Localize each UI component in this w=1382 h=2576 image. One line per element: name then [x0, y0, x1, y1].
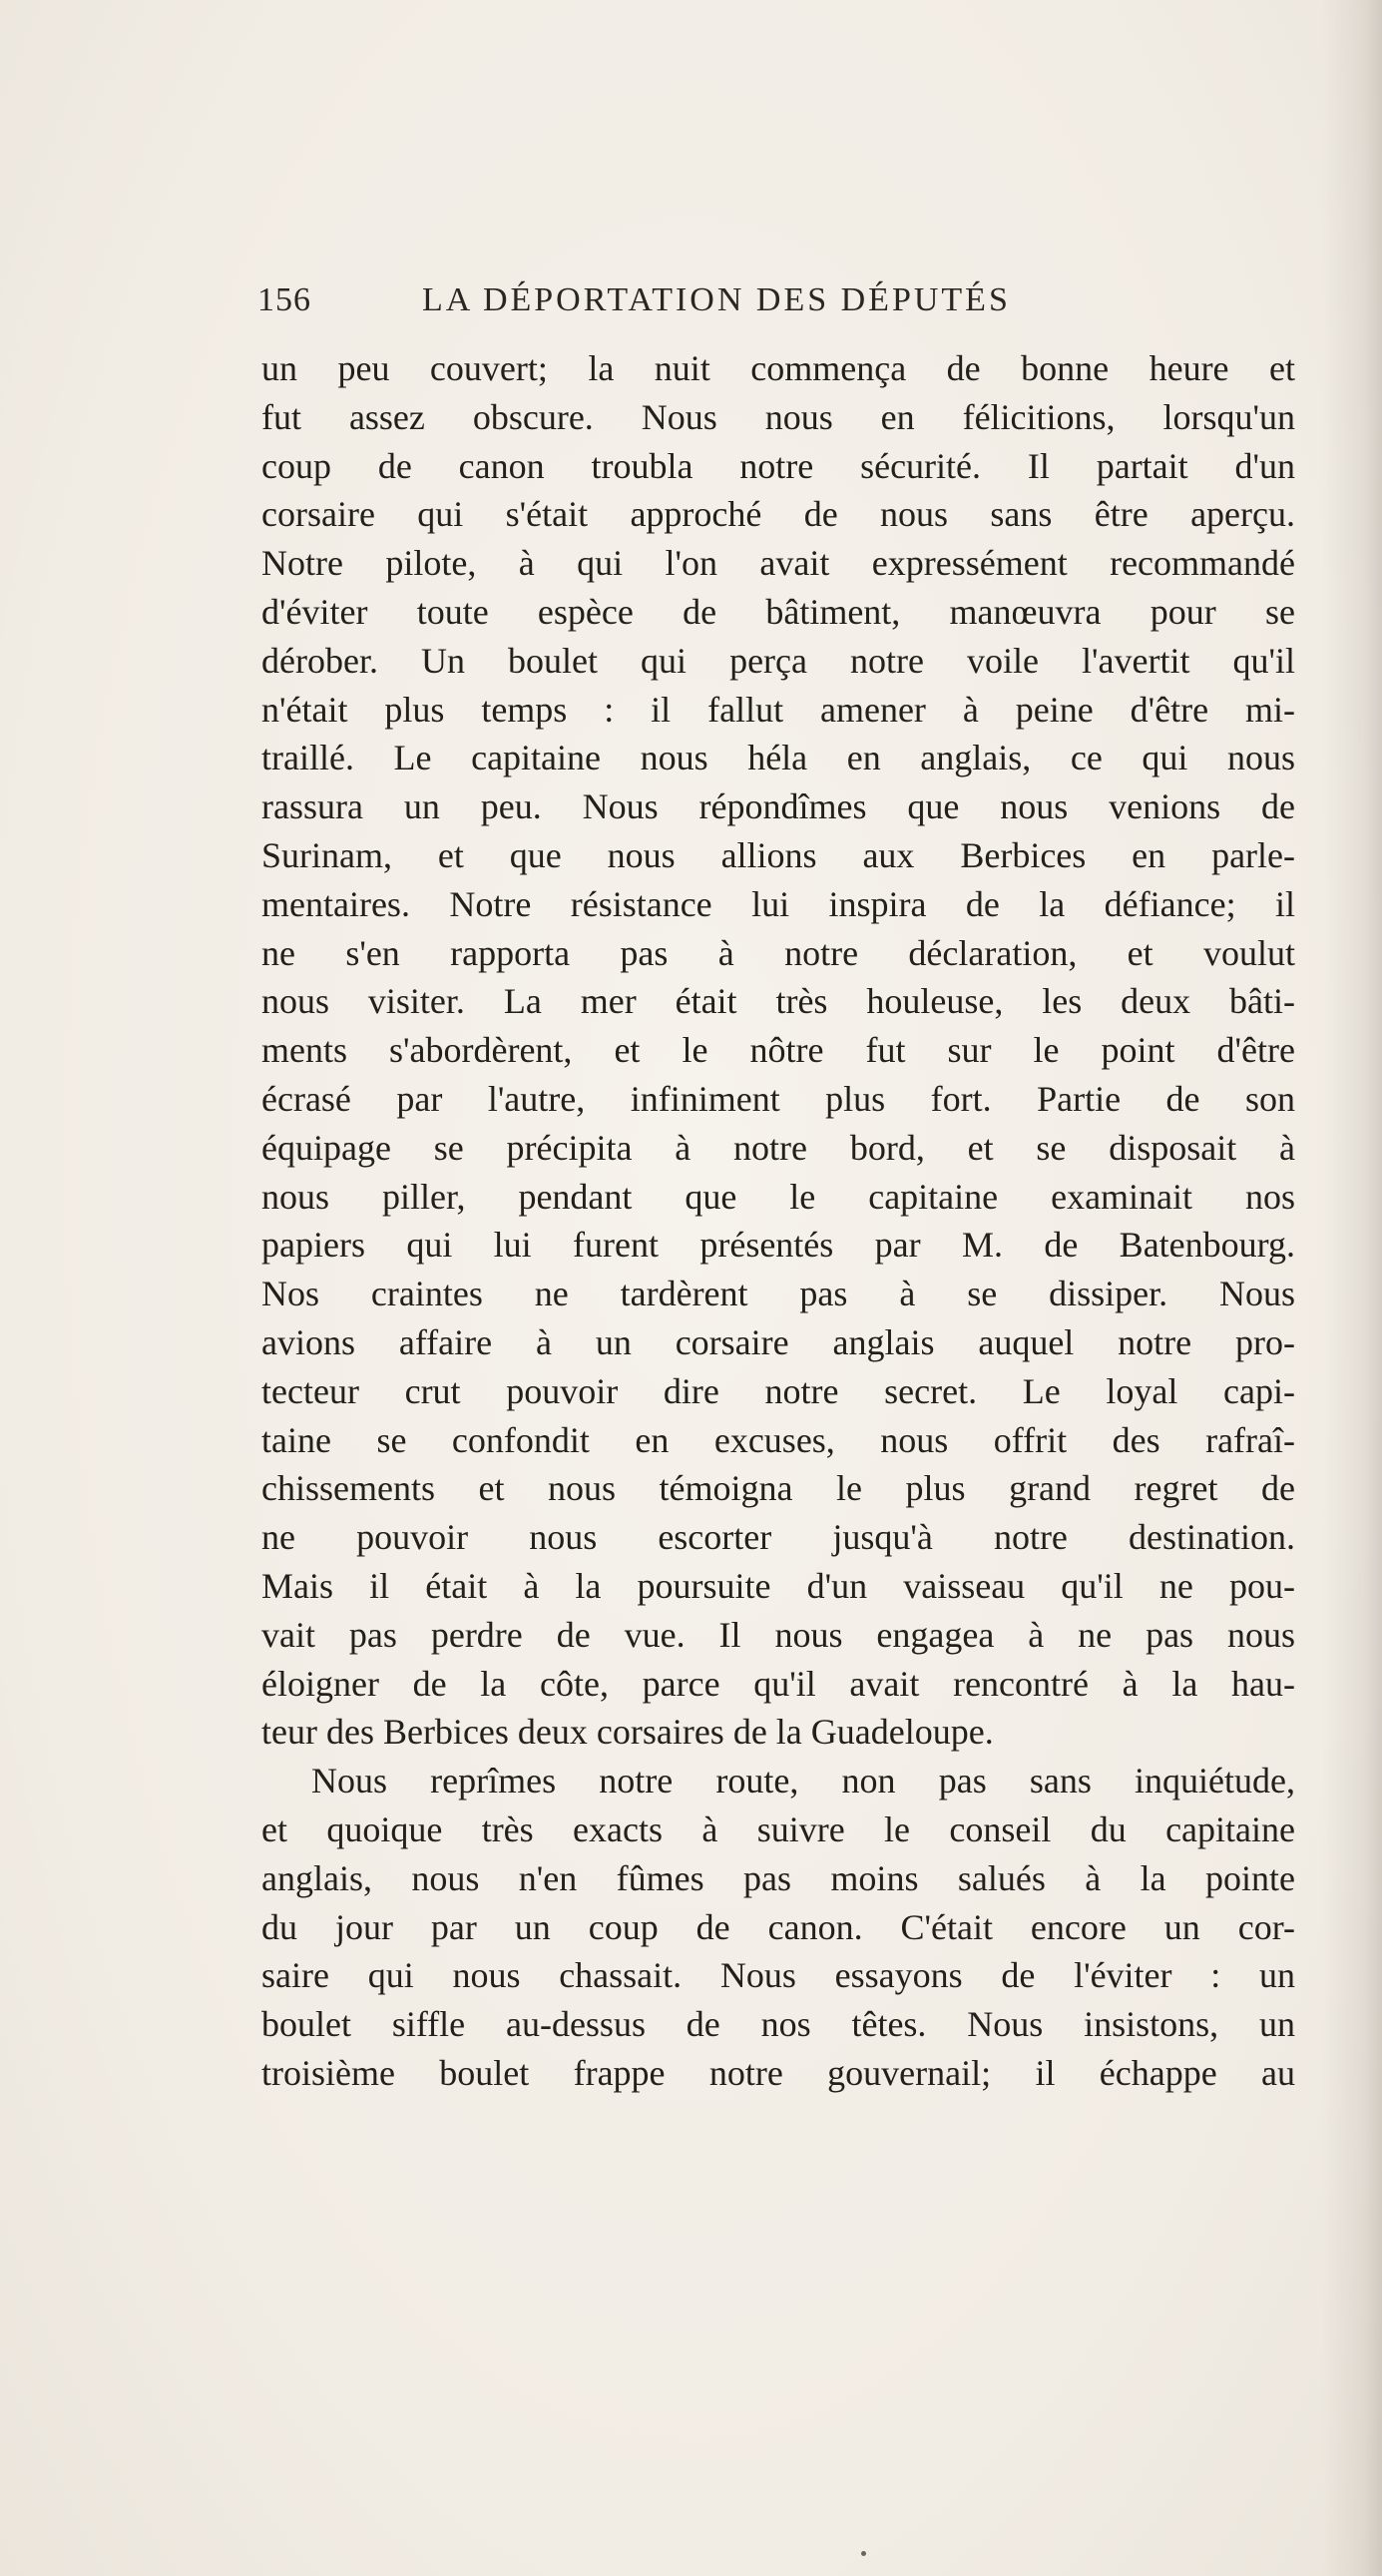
text-line: Mais il était à la poursuite d'un vaisseau qu'il ne pou- — [261, 1565, 1295, 1606]
text-line: saire qui nous chassait. Nous essayons de l'éviter : un — [261, 1955, 1295, 1996]
text-line: nous visiter. La mer était très houleuse, les deux bâti- — [261, 981, 1295, 1022]
text-line: vait pas perdre de vue. Il nous engagea à ne pas nous — [261, 1614, 1295, 1655]
text-line: mentaires. Notre résistance lui inspira de la défiance; il — [261, 883, 1295, 924]
text-line: papiers qui lui furent présentés par M. de Batenbourg. — [261, 1225, 1295, 1266]
text-line: troisième boulet frappe notre gouvernail; il échappe au — [261, 2052, 1295, 2093]
text-line: Nos craintes ne tardèrent pas à se dissiper. Nous — [261, 1274, 1295, 1314]
text-line: Nous reprîmes notre route, non pas sans inquiétude, — [311, 1761, 1295, 1802]
text-line: n'était plus temps : il fallut amener à peine d'être mi- — [261, 689, 1295, 730]
paper-speck — [861, 2551, 866, 2556]
text-line: tecteur crut pouvoir dire notre secret. Le loyal capi- — [261, 1370, 1295, 1411]
text-line: coup de canon troubla notre sécurité. Il partait d'un — [261, 445, 1295, 486]
page-number: 156 — [257, 281, 311, 318]
page-edge-shadow — [1322, 0, 1382, 2576]
text-line: équipage se précipita à notre bord, et se disposait à — [261, 1127, 1295, 1168]
text-line: et quoique très exacts à suivre le conseil du capitaine — [261, 1808, 1295, 1849]
text-line: boulet siffle au-dessus de nos têtes. Nous insistons, un — [261, 2004, 1295, 2045]
text-line: rassura un peu. Nous répondîmes que nous venions de — [261, 786, 1295, 827]
text-line: d'éviter toute espèce de bâtiment, manœuvra pour se — [261, 591, 1295, 632]
text-line: du jour par un coup de canon. C'était encore un cor- — [261, 1906, 1295, 1947]
body-text — [261, 344, 1295, 2098]
text-line: chissements et nous témoigna le plus grand regret de — [261, 1468, 1295, 1509]
text-line: teur des Berbices deux corsaires de la Guadeloupe. — [261, 1712, 994, 1753]
text-line: fut assez obscure. Nous nous en félicitions, lorsqu'un — [261, 396, 1295, 437]
page-header — [257, 281, 1295, 331]
text-line: anglais, nous n'en fûmes pas moins salués à la pointe — [261, 1857, 1295, 1898]
text-line: taine se confondit en excuses, nous offrit des rafraî- — [261, 1419, 1295, 1460]
text-line: ne pouvoir nous escorter jusqu'à notre destination. — [261, 1517, 1295, 1558]
text-line: nous piller, pendant que le capitaine examinait nos — [261, 1176, 1295, 1217]
text-line: dérober. Un boulet qui perça notre voile l'avertit qu'il — [261, 640, 1295, 681]
text-line: ne s'en rapporta pas à notre déclaration, et voulut — [261, 932, 1295, 973]
text-line: traillé. Le capitaine nous héla en anglais, ce qui nous — [261, 738, 1295, 778]
running-head: LA DÉPORTATION DES DÉPUTÉS — [422, 281, 1011, 318]
text-line: corsaire qui s'était approché de nous sans être aperçu. — [261, 494, 1295, 535]
text-line: avions affaire à un corsaire anglais auquel notre pro- — [261, 1321, 1295, 1362]
text-line: Notre pilote, à qui l'on avait expressément recommandé — [261, 543, 1295, 584]
text-line: un peu couvert; la nuit commença de bonne heure et — [261, 348, 1295, 388]
text-line: ments s'abordèrent, et le nôtre fut sur le point d'être — [261, 1030, 1295, 1071]
text-line: écrasé par l'autre, infiniment plus fort. Partie de son — [261, 1078, 1295, 1119]
text-line: éloigner de la côte, parce qu'il avait rencontré à la hau- — [261, 1663, 1295, 1704]
text-line: Surinam, et que nous allions aux Berbices en parle- — [261, 834, 1295, 875]
